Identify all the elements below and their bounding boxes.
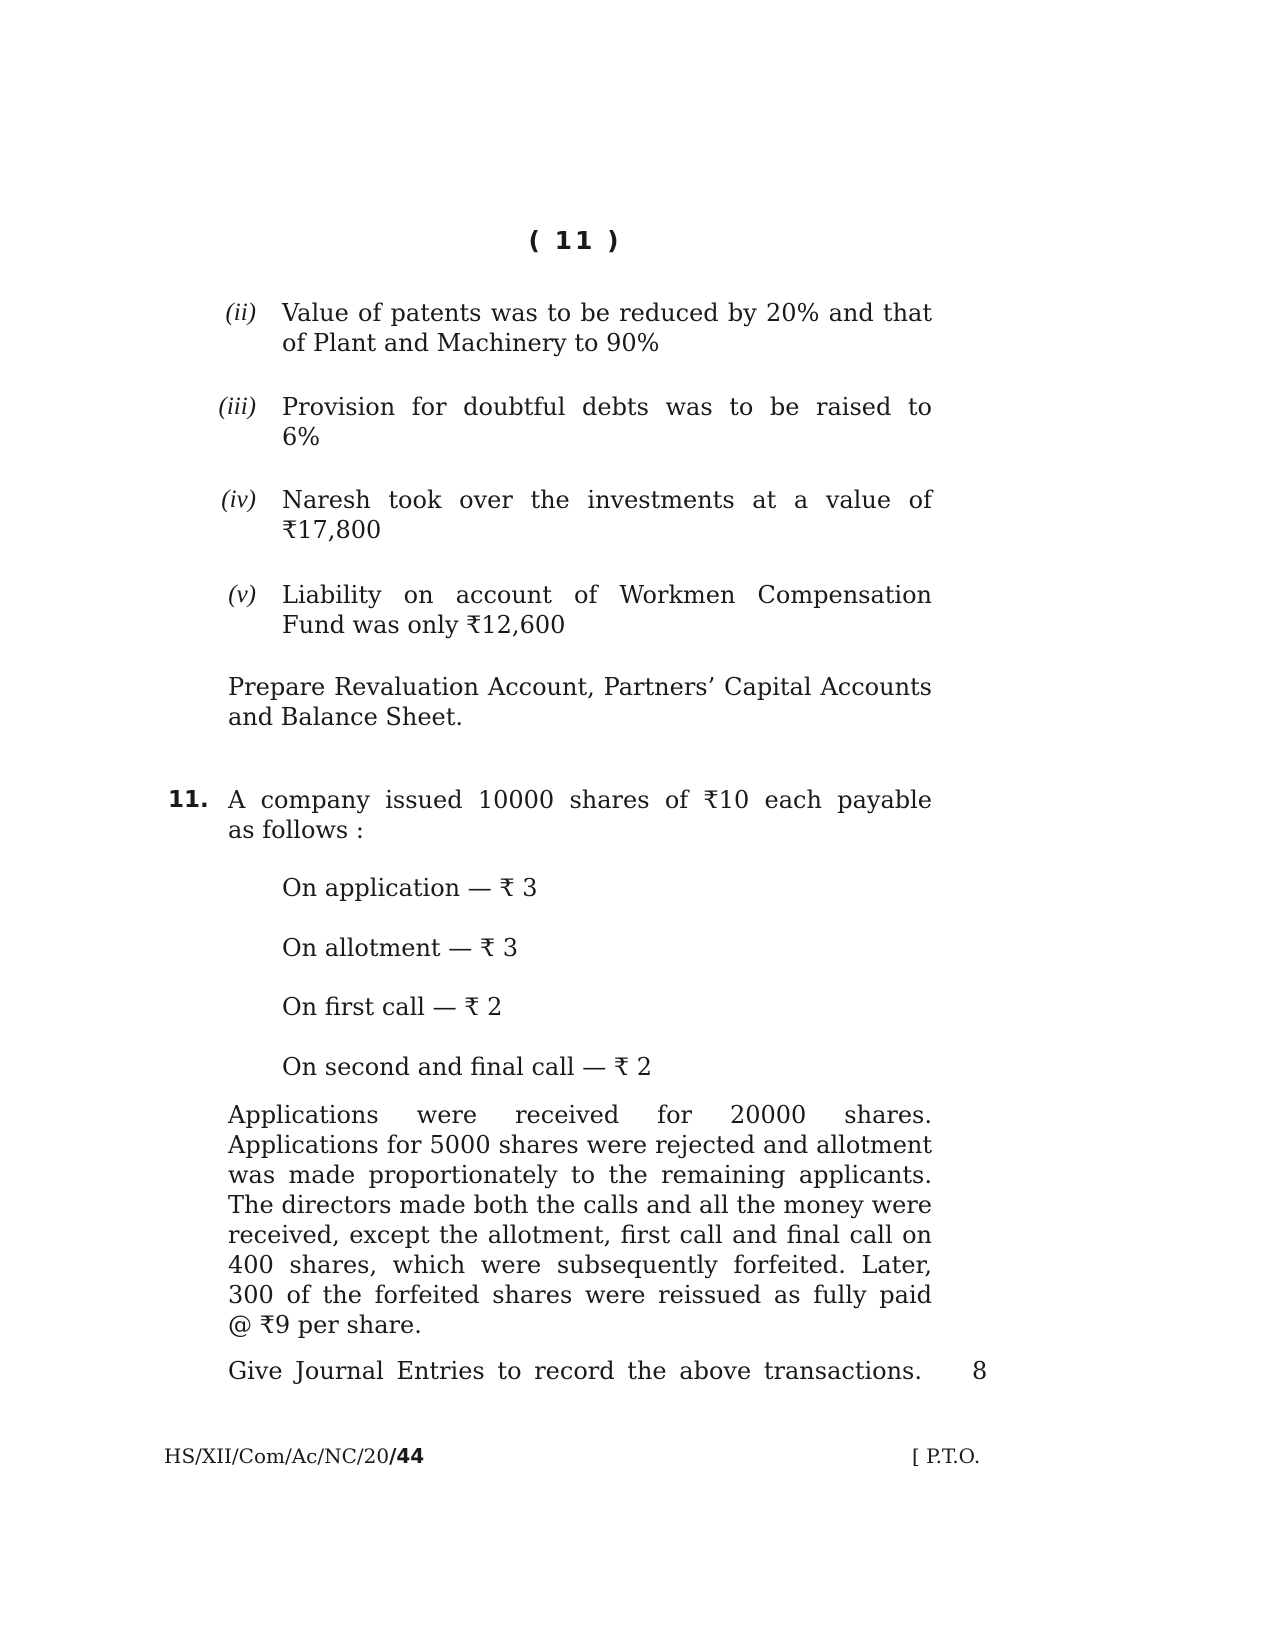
prepare-instruction xyxy=(228,672,932,732)
call-line: On allotment — ₹ 3 xyxy=(282,934,519,962)
item-line: 6% xyxy=(282,423,321,451)
paragraph-line: Give Journal Entries to record the above transactions. xyxy=(228,1357,922,1385)
item-line: Value of patents was to be reduced by 20% and that xyxy=(282,299,932,327)
item-text xyxy=(282,485,932,545)
question-instruction xyxy=(228,1356,922,1386)
paper-code-bold: /44 xyxy=(389,1444,425,1468)
item-number: (iv) xyxy=(221,486,256,513)
paper-code-prefix: HS/XII/Com/Ac/NC/20 xyxy=(164,1444,390,1468)
paragraph-line: Prepare Revaluation Account, Partners’ Capital Accounts xyxy=(228,673,932,701)
item-number: (v) xyxy=(228,581,256,608)
paragraph-line: as follows : xyxy=(228,816,364,844)
marks: 8 xyxy=(972,1357,988,1385)
item-number: (ii) xyxy=(225,299,256,326)
item-text xyxy=(282,298,932,358)
item-number: (iii) xyxy=(218,393,256,420)
paragraph-line: @ ₹9 per share. xyxy=(228,1311,422,1339)
item-line: Liability on account of Workmen Compensation xyxy=(282,581,932,609)
paragraph-line: was made proportionately to the remaining applicants. xyxy=(228,1161,932,1189)
paragraph-line: and Balance Sheet. xyxy=(228,703,463,731)
item-line: of Plant and Machinery to 90% xyxy=(282,329,660,357)
call-line: On first call — ₹ 2 xyxy=(282,993,503,1021)
call-line: On application — ₹ 3 xyxy=(282,874,538,902)
item-line: Naresh took over the investments at a value of xyxy=(282,486,932,514)
item-line: ₹17,800 xyxy=(282,516,382,544)
paragraph-line: 400 shares, which were subsequently forfeited. Later, xyxy=(228,1251,932,1279)
paper-code xyxy=(164,1444,424,1468)
paragraph-line: A company issued 10000 shares of ₹10 each payable xyxy=(228,786,932,814)
paragraph-line: Applications for 5000 shares were rejected and allotment xyxy=(228,1131,932,1159)
pto-label: [ P.T.O. xyxy=(912,1444,981,1468)
paragraph-line: 300 of the forfeited shares were reissued as fully paid xyxy=(228,1281,932,1309)
item-text xyxy=(282,392,932,452)
item-line: Fund was only ₹12,600 xyxy=(282,611,566,639)
item-text xyxy=(282,580,932,640)
paragraph-line: Applications were received for 20000 shares. xyxy=(228,1101,932,1129)
call-line: On second and final call — ₹ 2 xyxy=(282,1053,652,1081)
question-paragraph xyxy=(228,1100,932,1340)
item-line: Provision for doubtful debts was to be raised to xyxy=(282,393,932,421)
paragraph-line: The directors made both the calls and all the money were xyxy=(228,1191,932,1219)
question-number: 11. xyxy=(168,787,209,813)
page-number: ( 11 ) xyxy=(528,226,622,255)
question-stem xyxy=(228,785,932,845)
paragraph-line: received, except the allotment, first call and final call on xyxy=(228,1221,932,1249)
